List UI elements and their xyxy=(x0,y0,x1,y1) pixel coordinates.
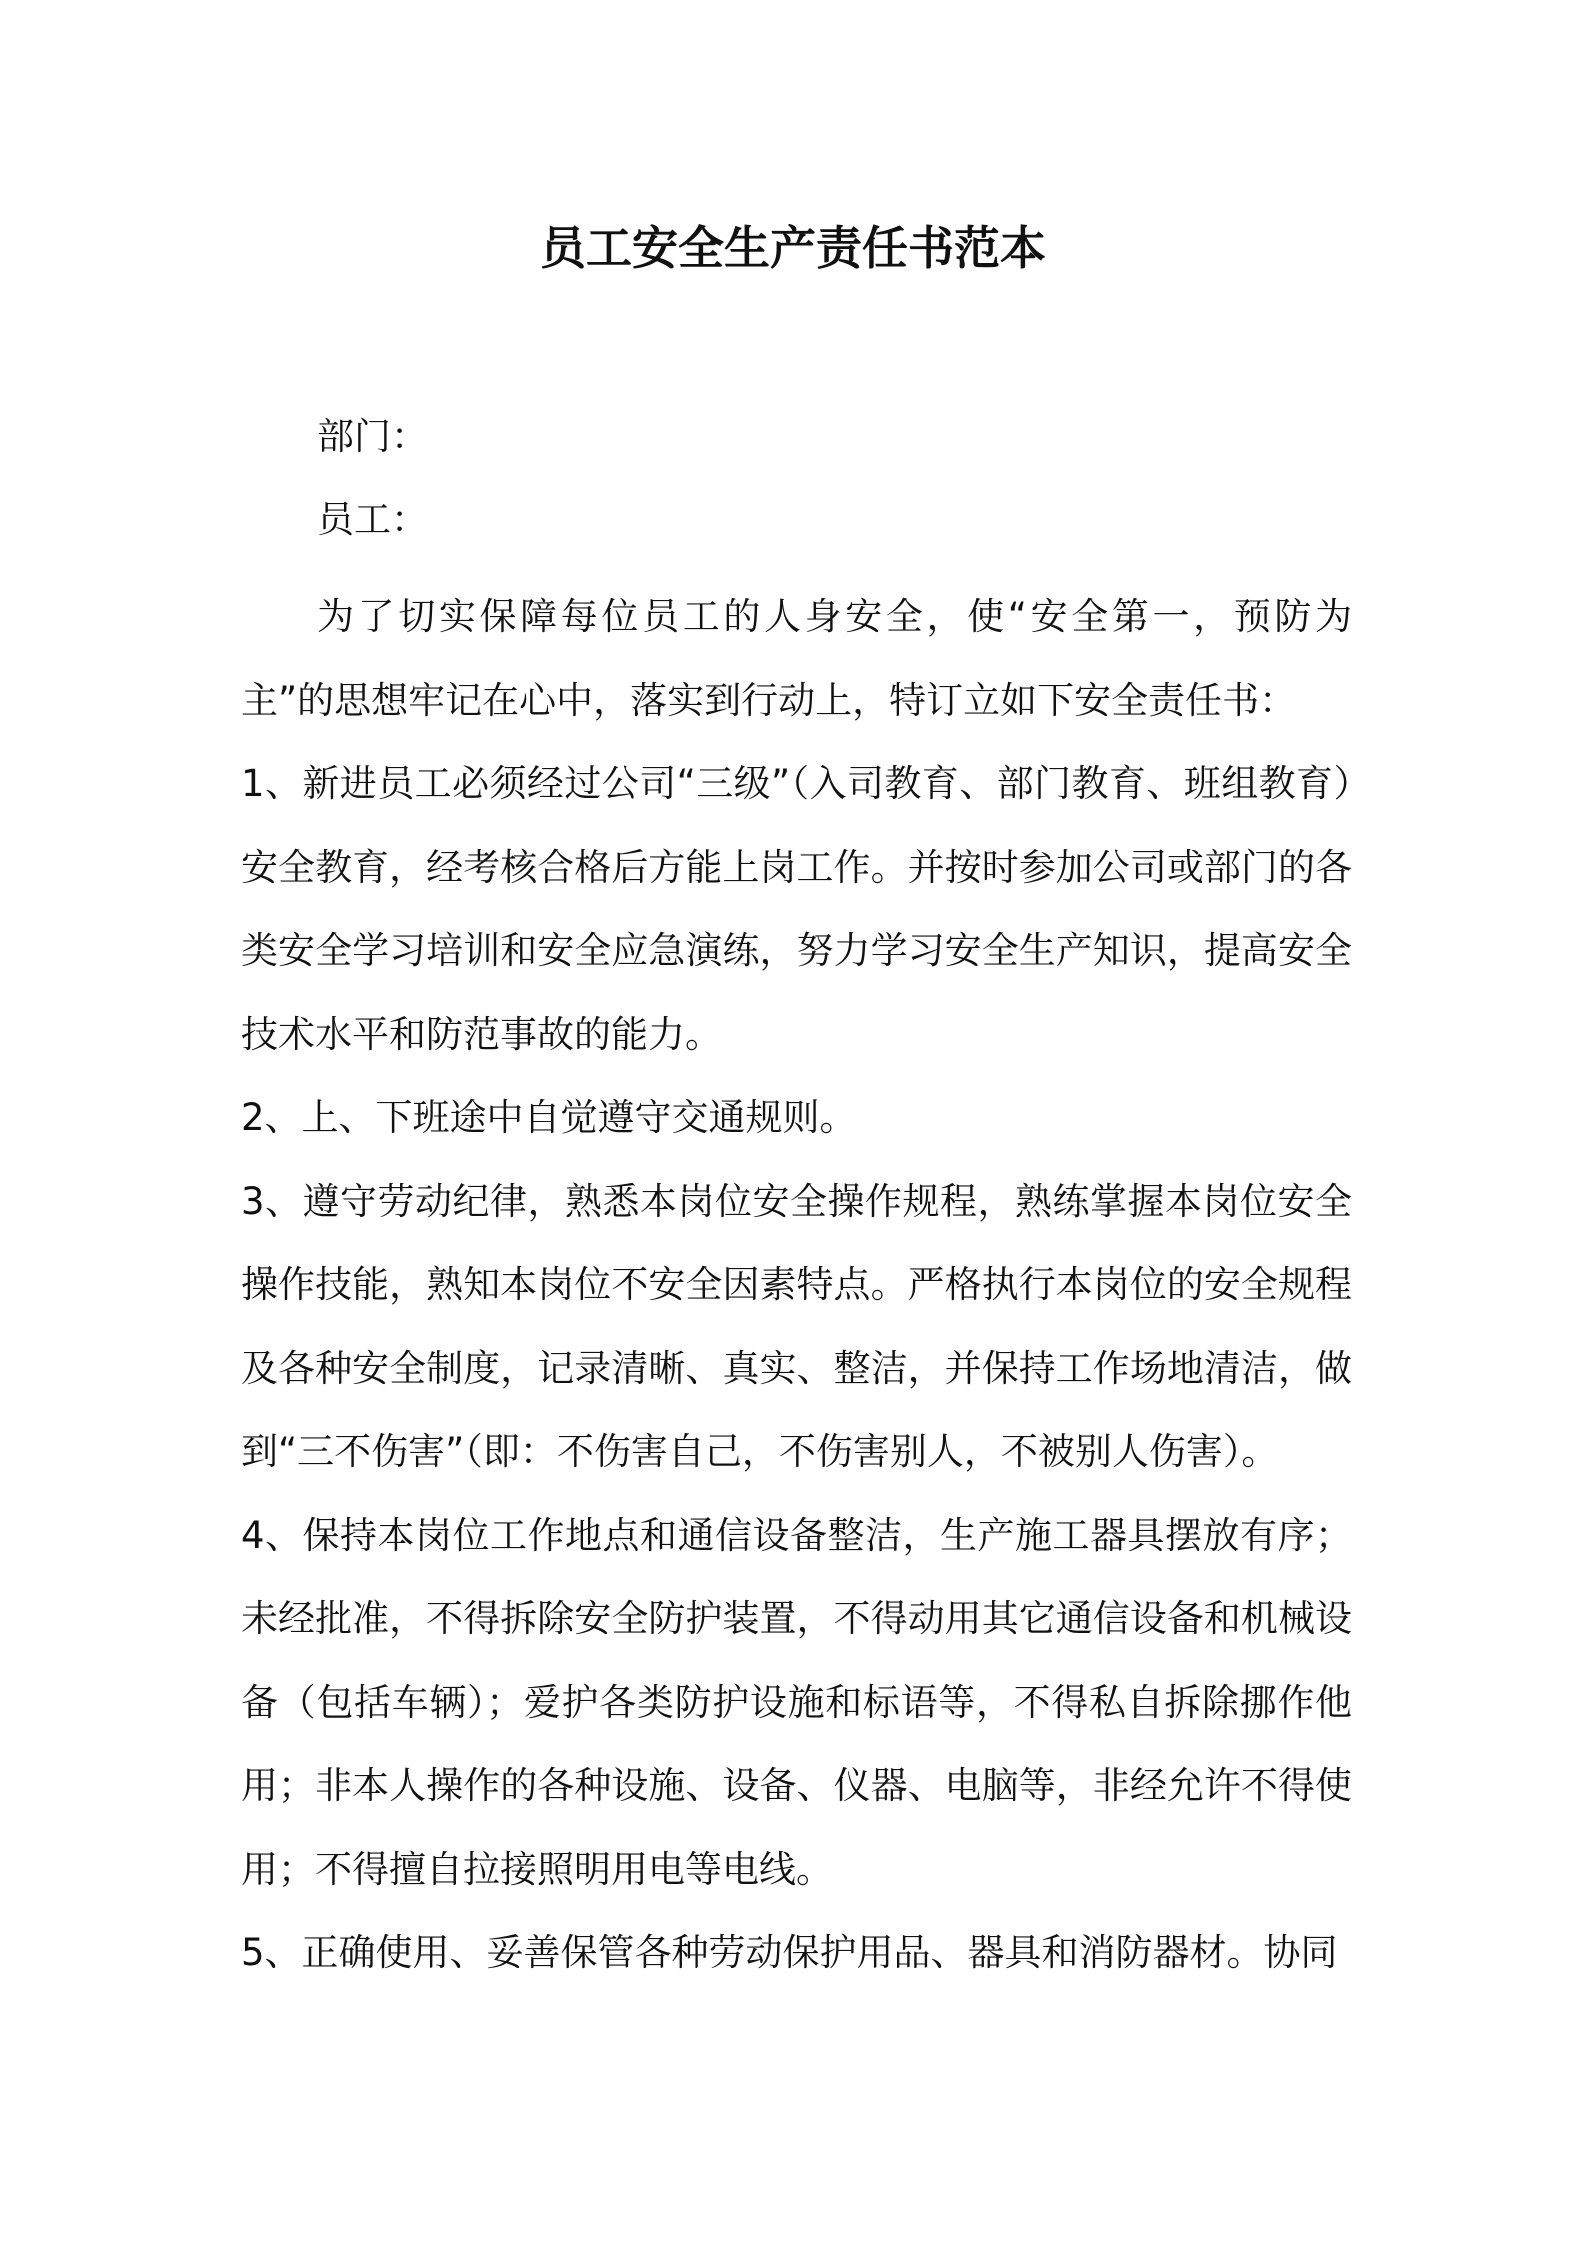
intro-paragraph: 为了切实保障每位员工的人身安全，使“安全第一，预防为主”的思想牢记在心中，落实到行动上，特订立如下安全责任书： xyxy=(241,595,1352,722)
clause-3: 3、遵守劳动纪律，熟悉本岗位安全操作规程，熟练掌握本岗位安全操作技能，熟知本岗位不安全因素特点。严格执行本岗位的安全规程及各种安全制度，记录清晰、真实、整洁，并保持工作场地清洁，做到“三不伤害”（即：不伤害自己，不伤害别人，不被别人伤害）。 xyxy=(241,1179,1352,1473)
employee-field-label: 员工： xyxy=(317,498,428,541)
document-body xyxy=(241,575,1352,1995)
clause-4: 4、保持本岗位工作地点和通信设备整洁，生产施工器具摆放有序；未经批准，不得拆除安全防护装置，不得动用其它通信设备和机械设备（包括车辆）；爱护各类防护设施和标语等，不得私自拆除挪作他用；非本人操作的各种设施、设备、仪器、电脑等，非经允许不得使用；不得擅自拉接照明用电等电线。 xyxy=(241,1513,1352,1891)
department-field-label: 部门： xyxy=(317,415,428,458)
document-title: 员工安全生产责任书范本 xyxy=(540,221,1046,275)
clause-1: 1、新进员工必须经过公司“三级”（入司教育、部门教育、班组教育）安全教育，经考核合格后方能上岗工作。并按时参加公司或部门的各类安全学习培训和安全应急演练，努力学习安全生产知识，提高安全技术水平和防范事故的能力。 xyxy=(241,762,1352,1056)
clause-5: 5、正确使用、妥善保管各种劳动保护用品、器具和消防器材。协同 xyxy=(241,1931,1338,1974)
clause-2: 2、上、下班途中自觉遵守交通规则。 xyxy=(241,1096,857,1139)
